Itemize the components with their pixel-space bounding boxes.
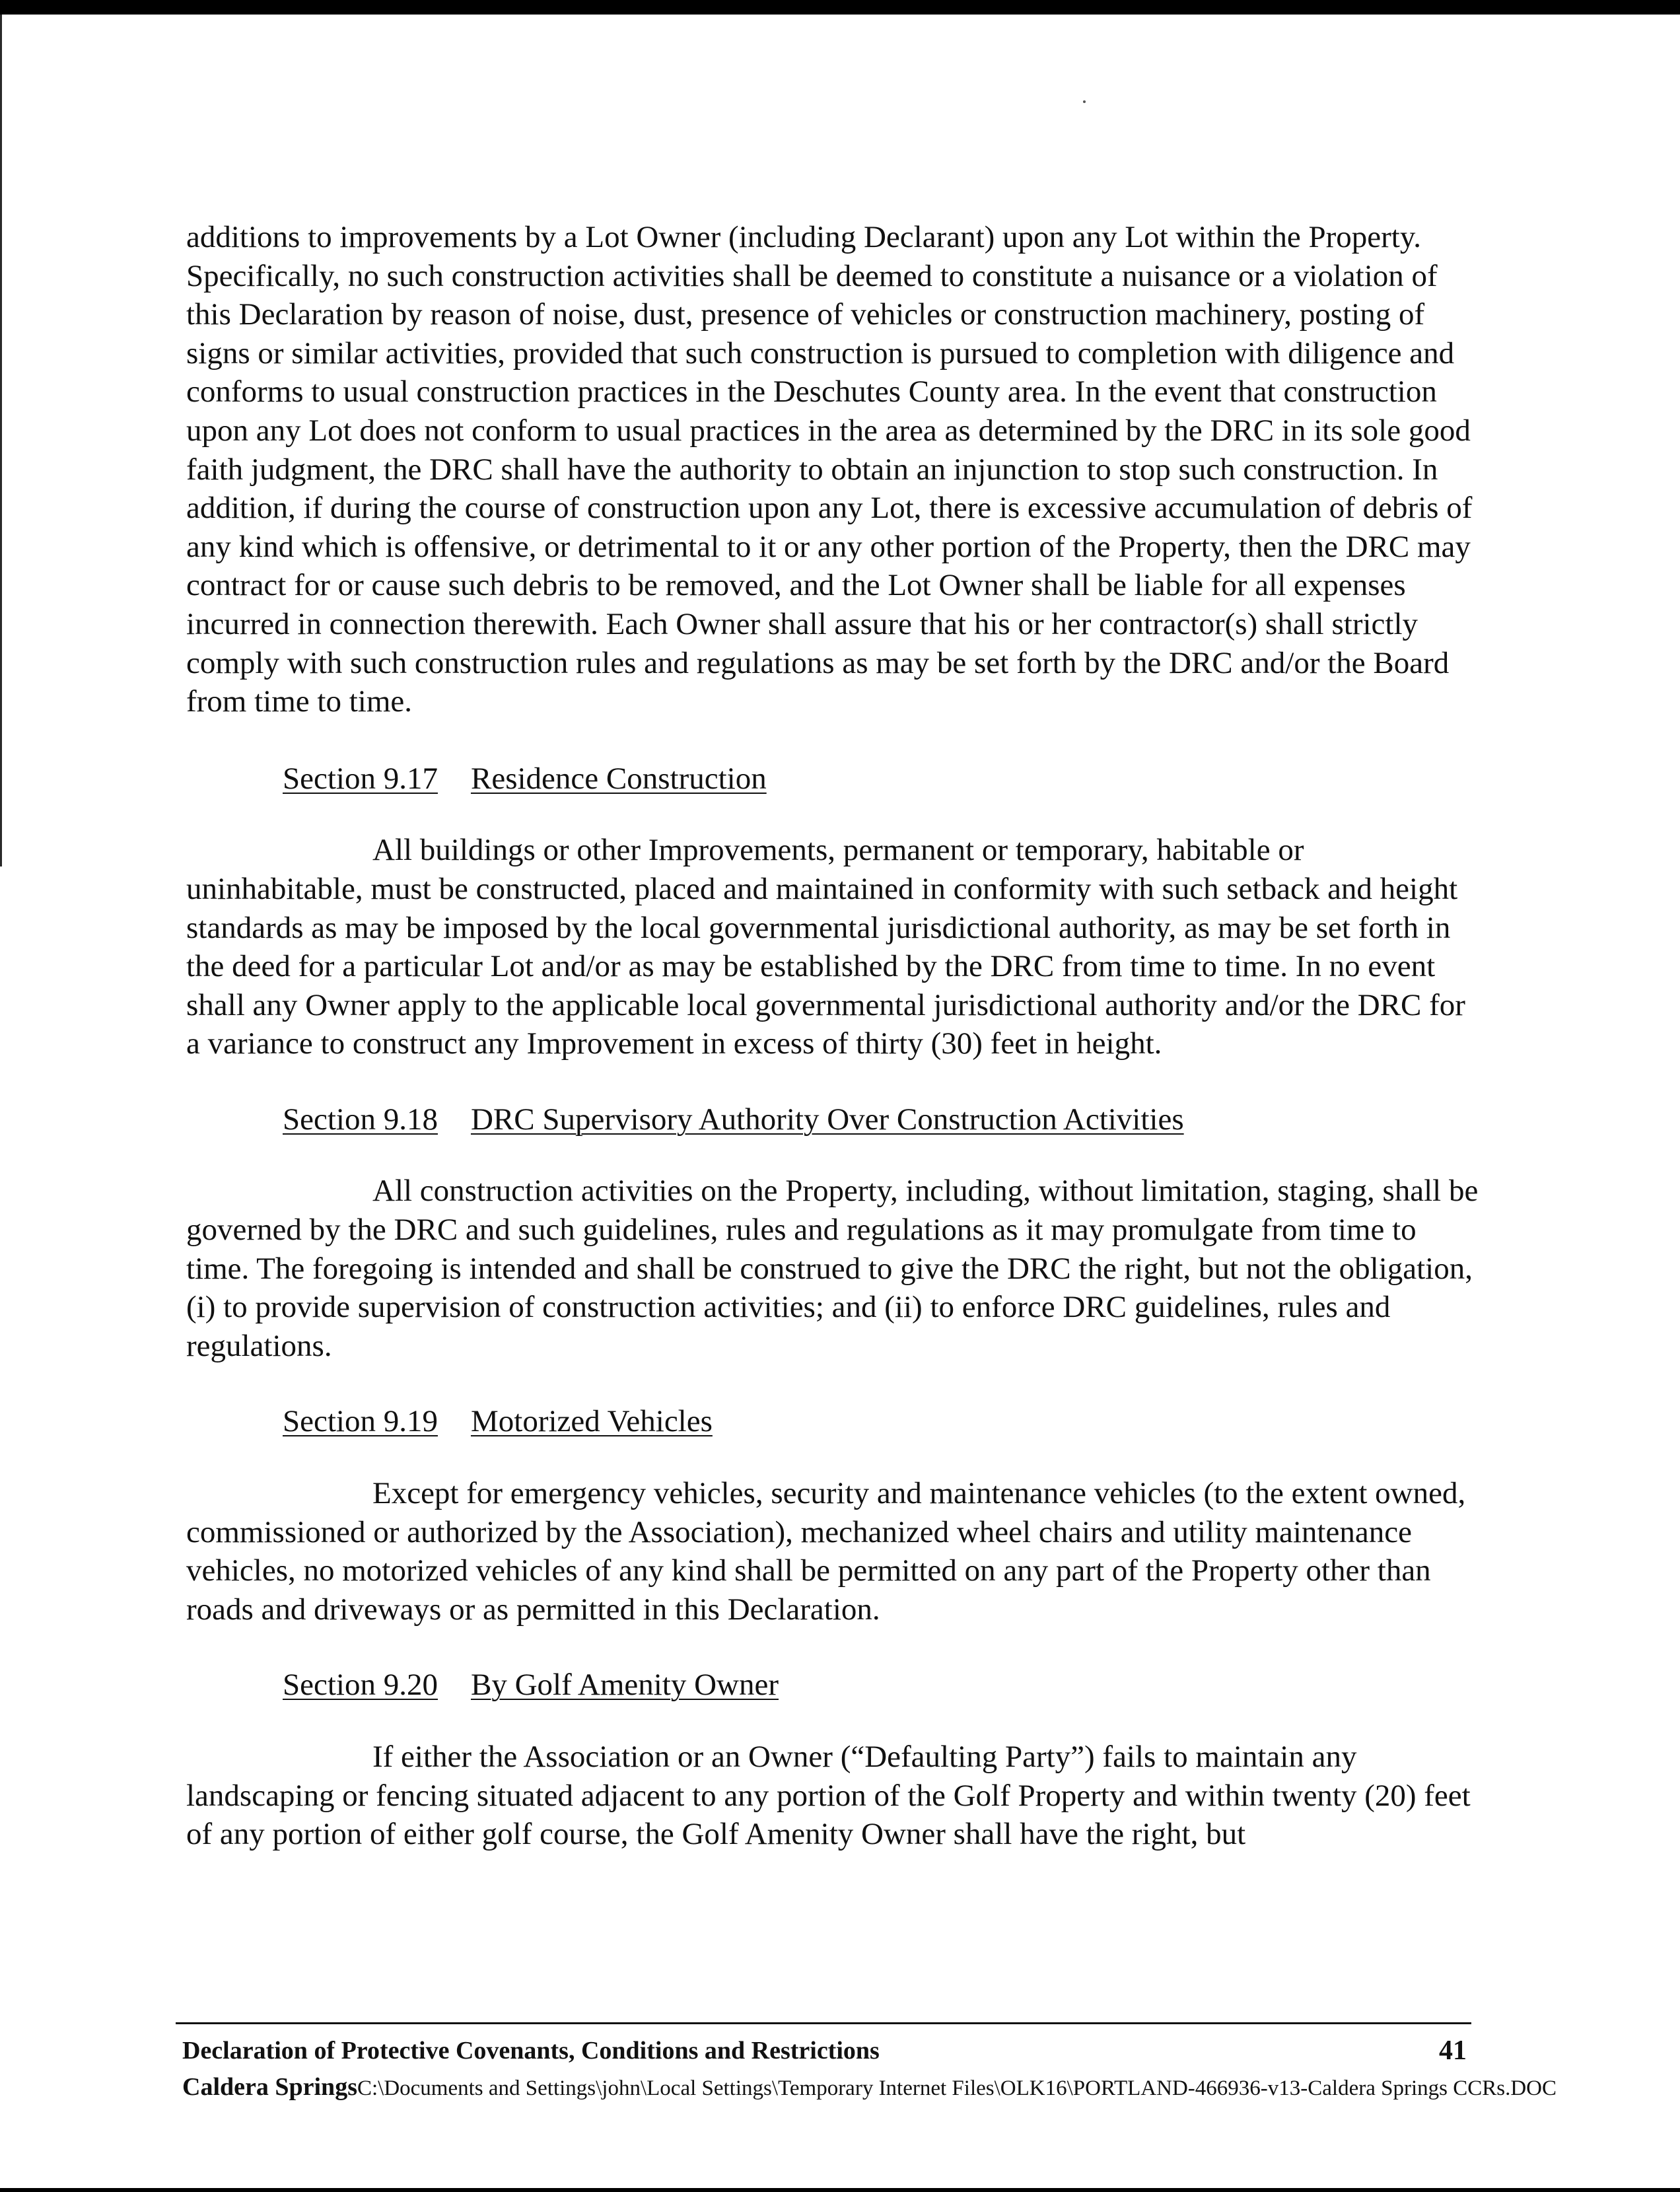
section-number: Section 9.18 <box>283 1102 438 1137</box>
section-heading-9-19 <box>186 1402 1484 1441</box>
footer-title-row <box>182 2033 1467 2068</box>
paragraph-text: If either the Association or an Owner (“Defaulting Party”) fails to maintain any landscaping or fencing situated adjacent to any portion of the Golf Property and within twenty (20) feet of any portion of either golf course, the Golf Amenity Owner shall have the right, but <box>186 1740 1471 1852</box>
paragraph-9-17 <box>186 831 1484 1063</box>
paragraph-9-18 <box>186 1172 1484 1365</box>
spacer <box>186 1063 1484 1100</box>
section-title: DRC Supervisory Authority Over Construction Activities <box>470 1102 1184 1137</box>
section-number: Section 9.19 <box>283 1404 438 1439</box>
section-heading-9-17 <box>186 760 1484 798</box>
paragraph-9-16-continued: additions to improvements by a Lot Owner (including Declarant) upon any Lot within the Property. Specifically, no such construction activities shall be deemed to constitute a nuisance or a violation of this Declaration by reason of noise, dust, presence of vehicles or construction machinery, posting of signs or similar activities, provided that such construction is pursued to completion with diligence and conforms to usual construction practices in the Deschutes County area. In the event that construction upon any Lot does not conform to usual practices in the area as determined by the DRC in its sole good faith judgment, the DRC shall have the authority to obtain an injunction to stop such construction. In addition, if during the course of construction upon any Lot, there is excessive accumulation of debris of any kind which is offensive, or detrimental to it or any other portion of the Property, then the DRC may contract for or cause such debris to be removed, and the Lot Owner shall be liable for all expenses incurred in connection therewith. Each Owner shall assure that his or her contractor(s) shall strictly comply with such construction rules and regulations as may be set forth by the DRC and/or the Board from time to time. <box>186 220 1473 719</box>
footer-file-path: C:\Documents and Settings\john\Local Settings\Temporary Internet Files\OLK16\PORTLAND-466936-v13-Caldera Springs CCRs.DOC <box>357 2076 1557 2100</box>
section-number: Section 9.20 <box>283 1668 438 1703</box>
spacer <box>186 1441 1484 1474</box>
paragraph-9-19 <box>186 1474 1484 1629</box>
paragraph-text: Except for emergency vehicles, security and maintenance vehicles (to the extent owned, commissioned or authorized by the Association), mechanized wheel chairs and utility maintenance vehicles, no motorized vehicles of any kind shall be permitted on any part of the Property other than roads and driveways or as permitted in this Declaration. <box>186 1476 1466 1627</box>
spacer <box>186 1139 1484 1172</box>
section-title: Residence Construction <box>470 761 767 796</box>
spacer <box>186 1629 1484 1666</box>
scan-top-border <box>0 0 1680 15</box>
footer-file-row <box>182 2071 1582 2104</box>
scan-speck <box>1083 100 1086 103</box>
footer-project-name: Caldera Springs <box>182 2073 357 2101</box>
section-title: By Golf Amenity Owner <box>470 1668 779 1703</box>
scan-left-edge <box>0 15 2 866</box>
spacer <box>186 721 1484 760</box>
paragraph-text: All construction activities on the Property, including, without limitation, staging, shall be governed by the DRC and such guidelines, rules and regulations as it may promulgate from time to time. The foregoing is intended and shall be construed to give the DRC the right, but not the obligation, (i) to provide supervision of construction activities; and (ii) to enforce DRC guidelines, rules and regulations. <box>186 1174 1479 1363</box>
spacer <box>186 798 1484 831</box>
page-number: 41 <box>1439 2035 1467 2066</box>
footer-document-title: Declaration of Protective Covenants, Conditions and Restrictions <box>182 2037 880 2065</box>
paragraph-9-20 <box>186 1738 1484 1854</box>
scan-bottom-border <box>0 2188 1680 2192</box>
section-heading-9-20 <box>186 1666 1484 1705</box>
spacer <box>186 1705 1484 1738</box>
footer-rule <box>176 2022 1471 2024</box>
section-title: Motorized Vehicles <box>470 1404 713 1439</box>
section-number: Section 9.17 <box>283 761 438 796</box>
spacer <box>186 1365 1484 1402</box>
paragraph-text: All buildings or other Improvements, permanent or temporary, habitable or uninhabitable, must be constructed, placed and maintained in conformity with such setback and height standards as may be imposed by the local governmental jurisdictional authority, as may be set forth in the deed for a particular Lot and/or as may be established by the DRC from time to time. In no event shall any Owner apply to the applicable local governmental jurisdictional authority and/or the DRC for a variance to construct any Improvement in excess of thirty (30) feet in height. <box>186 833 1465 1061</box>
section-heading-9-18 <box>186 1100 1484 1139</box>
document-body <box>186 218 1484 1854</box>
